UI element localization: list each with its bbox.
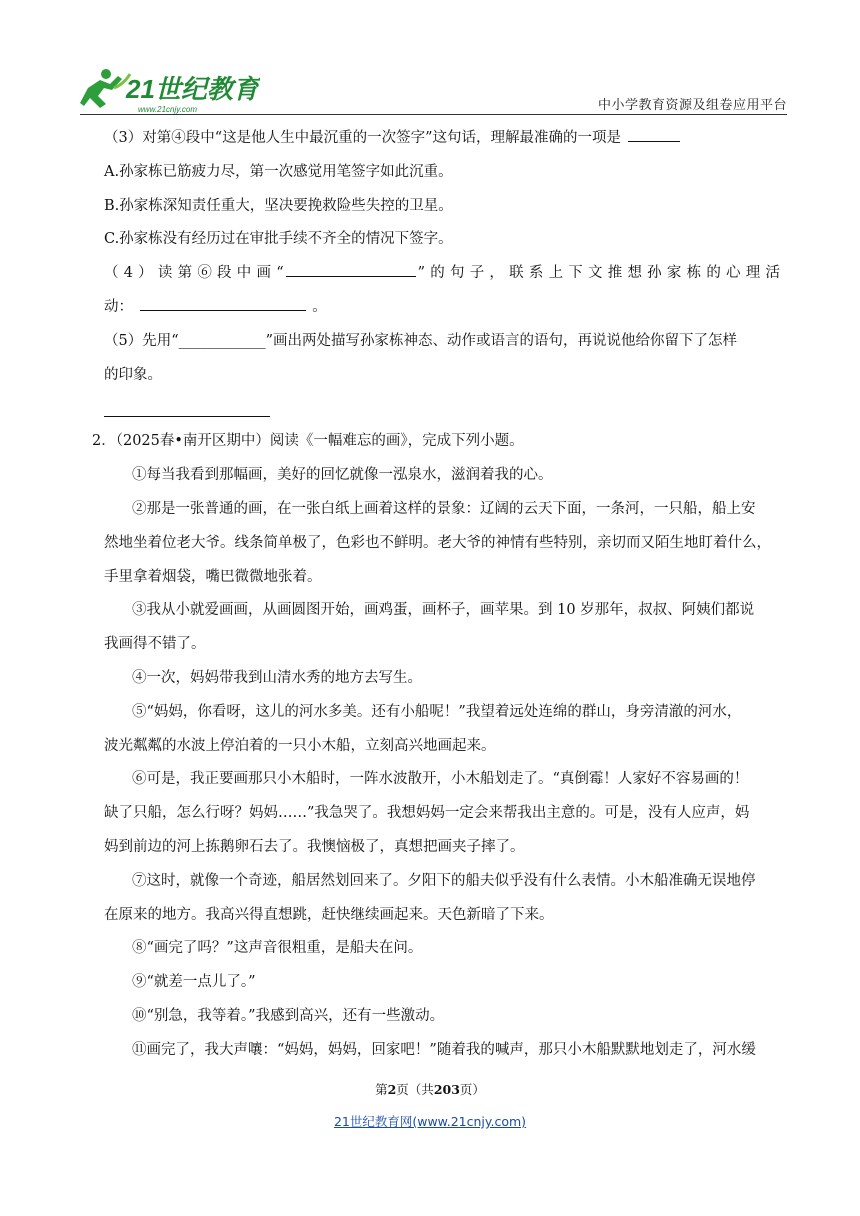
q4-line1: （4）读第⑥段中画“ ”的句子，联系上下文推想孙家栋的心理活: [104, 257, 780, 291]
passage-line: 手里拿着烟袋，嘴巴微微地张着。: [104, 568, 322, 585]
logo-text: 21世纪教育: [126, 74, 259, 104]
page-number: 第2页（共203页）: [375, 1082, 485, 1097]
question-2-heading: 2．（2025春•南开区期中）阅读《一幅难忘的画》，完成下列小题。: [92, 433, 524, 450]
passage-line: 然地坐着位老大爷。线条简单极了，色彩也不鲜明。老大爷的神情有些特别，亲切而又陌生地盯着什么，: [104, 534, 771, 551]
q4-line2: 动： 。: [104, 291, 780, 325]
passage-line: ⑨“就差一点儿了。”: [132, 974, 256, 991]
passage-line: 缺了只船，怎么行呀？妈妈……”我急哭了。我想妈妈一定会来帮我出主意的。可是，没有人应声，妈: [104, 805, 750, 822]
q4-answer-blank[interactable]: [140, 296, 306, 311]
passage-line: ⑩“别急，我等着。”我感到高兴，还有一些激动。: [132, 1007, 445, 1024]
passage-line: 波光粼粼的水波上停泊着的一只小木船，立刻高兴地画起来。: [104, 737, 496, 754]
passage-line: ⑧“画完了吗？”这声音很粗重，是船夫在问。: [132, 940, 423, 957]
question-2-passage: [104, 459, 780, 1067]
page-header: [80, 66, 787, 116]
passage-line: 我画得不错了。: [104, 636, 206, 653]
passage-line: ⑤“妈妈，你看呀，这儿的河水多美。还有小船呢！”我望着远处连绵的群山，身旁清澈的河水，: [132, 703, 742, 720]
page-content: [92, 122, 780, 1068]
passage-line: ②那是一张普通的画，在一张白纸上画着这样的景象：辽阔的云天下面，一条河，一只船，船上安: [132, 500, 756, 517]
q3-stem: （3）对第④段中“这是他人生中最沉重的一次签字”这句话，理解最准确的一项是: [104, 122, 780, 156]
passage-line: ⑥可是，我正要画那只小木船时，一阵水波散开，小木船划走了。“真倒霉！人家好不容易画的！: [132, 771, 749, 788]
footer-site-link[interactable]: 21世纪教育网(www.21cnjy.com): [333, 1114, 527, 1129]
passage-line: 妈到前边的河上拣鹅卵石去了。我懊恼极了，真想把画夹子摔了。: [104, 838, 525, 855]
q3-option-a: A.孙家栋已筋疲力尽，第一次感觉用笔签字如此沉重。: [104, 163, 453, 180]
logo-url: www.21cnjy.com: [138, 105, 197, 114]
q3-option-c: C.孙家栋没有经历过在审批手续不齐全的情况下签字。: [104, 231, 453, 248]
runner-logo-icon: [80, 66, 260, 114]
logo: [80, 66, 260, 114]
q4-underline-blank[interactable]: [286, 262, 416, 277]
q5-answer-line[interactable]: [104, 416, 270, 417]
passage-line: 在原来的地方。我高兴得直想跳，赶快继续画起来。天色新暗了下来。: [104, 906, 554, 923]
q5-line1: （5）先用“____________”画出两处描写孙家栋神态、动作或语言的语句，再说说他给你留下了怎样: [104, 332, 738, 349]
header-divider: [80, 114, 787, 115]
passage-line: ⑦这时，就像一个奇迹，船居然划回来了。夕阳下的船夫似乎没有什么表情。小木船准确无误地停: [132, 872, 756, 889]
q3-answer-blank[interactable]: [628, 127, 680, 142]
q3-option-b: B.孙家栋深知责任重大，坚决要挽救险些失控的卫星。: [104, 197, 453, 214]
platform-label: 中小学教育资源及组卷应用平台: [597, 98, 787, 113]
passage-line: ③我从小就爱画画，从画圆图开始，画鸡蛋，画杯子，画苹果。到 10 岁那年，叔叔、阿姨们都说: [132, 602, 755, 619]
passage-line: ①每当我看到那幅画，美好的回忆就像一泓泉水，滋润着我的心。: [132, 467, 553, 484]
passage-line: ④一次，妈妈带我到山清水秀的地方去写生。: [132, 669, 422, 686]
passage-line: ⑪画完了，我大声嚷：“妈妈，妈妈，回家吧！”随着我的喊声，那只小木船默默地划走了，河水缓: [132, 1041, 756, 1058]
q5-line2: 的印象。: [104, 366, 162, 383]
